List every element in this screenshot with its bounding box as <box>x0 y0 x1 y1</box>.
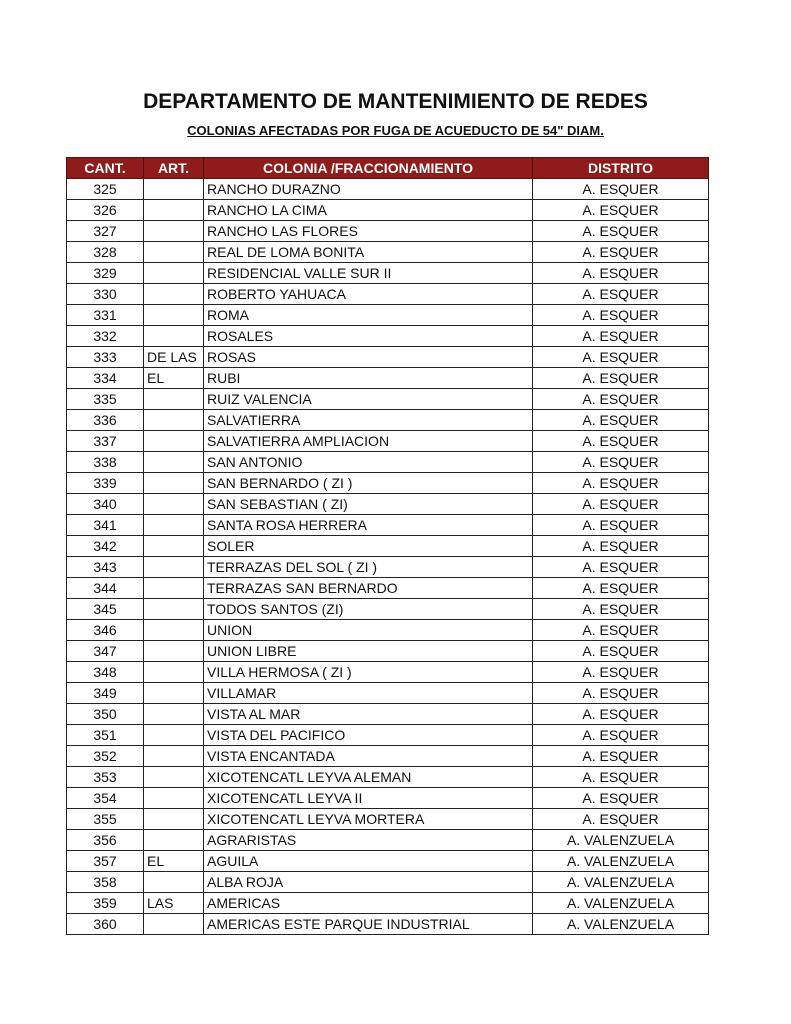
cell-colonia: SANTA ROSA HERRERA <box>204 515 533 536</box>
table-row <box>67 221 709 242</box>
cell-art <box>144 221 204 242</box>
cell-art <box>144 746 204 767</box>
table-row <box>67 263 709 284</box>
cell-colonia: TERRAZAS SAN BERNARDO <box>204 578 533 599</box>
cell-distrito: A. ESQUER <box>533 662 709 683</box>
cell-distrito: A. ESQUER <box>533 641 709 662</box>
cell-colonia: VILLA HERMOSA ( ZI ) <box>204 662 533 683</box>
table-row <box>67 704 709 725</box>
cell-cant: 331 <box>67 305 144 326</box>
cell-colonia: XICOTENCATL LEYVA MORTERA <box>204 809 533 830</box>
cell-colonia: RUBI <box>204 368 533 389</box>
cell-cant: 360 <box>67 914 144 935</box>
column-header-art: ART. <box>144 158 204 179</box>
cell-distrito: A. VALENZUELA <box>533 830 709 851</box>
cell-cant: 330 <box>67 284 144 305</box>
table-row <box>67 347 709 368</box>
cell-art <box>144 872 204 893</box>
cell-colonia: XICOTENCATL LEYVA II <box>204 788 533 809</box>
cell-distrito: A. ESQUER <box>533 221 709 242</box>
cell-distrito: A. ESQUER <box>533 305 709 326</box>
cell-cant: 352 <box>67 746 144 767</box>
cell-cant: 343 <box>67 557 144 578</box>
table-row <box>67 200 709 221</box>
cell-colonia: SAN ANTONIO <box>204 452 533 473</box>
cell-colonia: TERRAZAS DEL SOL ( ZI ) <box>204 557 533 578</box>
table-row <box>67 809 709 830</box>
cell-art <box>144 431 204 452</box>
cell-cant: 339 <box>67 473 144 494</box>
cell-colonia: ALBA ROJA <box>204 872 533 893</box>
cell-art <box>144 389 204 410</box>
cell-colonia: SAN SEBASTIAN ( ZI) <box>204 494 533 515</box>
table-row <box>67 473 709 494</box>
cell-art <box>144 473 204 494</box>
cell-colonia: REAL DE LOMA BONITA <box>204 242 533 263</box>
cell-cant: 351 <box>67 725 144 746</box>
cell-cant: 359 <box>67 893 144 914</box>
cell-cant: 347 <box>67 641 144 662</box>
table-row <box>67 326 709 347</box>
cell-colonia: AGRARISTAS <box>204 830 533 851</box>
cell-cant: 334 <box>67 368 144 389</box>
cell-colonia: AMERICAS ESTE PARQUE INDUSTRIAL <box>204 914 533 935</box>
cell-colonia: RUIZ VALENCIA <box>204 389 533 410</box>
table-row <box>67 368 709 389</box>
cell-colonia: ROSAS <box>204 347 533 368</box>
cell-distrito: A. ESQUER <box>533 746 709 767</box>
cell-distrito: A. ESQUER <box>533 515 709 536</box>
table-row <box>67 431 709 452</box>
table-row <box>67 494 709 515</box>
cell-distrito: A. ESQUER <box>533 473 709 494</box>
table-row <box>67 683 709 704</box>
cell-cant: 346 <box>67 620 144 641</box>
cell-colonia: SOLER <box>204 536 533 557</box>
cell-cant: 353 <box>67 767 144 788</box>
table-row <box>67 746 709 767</box>
cell-cant: 333 <box>67 347 144 368</box>
colonias-table <box>66 157 709 935</box>
cell-art <box>144 914 204 935</box>
cell-distrito: A. ESQUER <box>533 557 709 578</box>
cell-cant: 332 <box>67 326 144 347</box>
cell-distrito: A. VALENZUELA <box>533 872 709 893</box>
cell-colonia: VISTA AL MAR <box>204 704 533 725</box>
table-header-row <box>67 158 709 179</box>
cell-cant: 358 <box>67 872 144 893</box>
cell-cant: 357 <box>67 851 144 872</box>
cell-distrito: A. ESQUER <box>533 599 709 620</box>
cell-colonia: UNION LIBRE <box>204 641 533 662</box>
cell-cant: 344 <box>67 578 144 599</box>
cell-distrito: A. ESQUER <box>533 494 709 515</box>
cell-distrito: A. ESQUER <box>533 725 709 746</box>
cell-distrito: A. ESQUER <box>533 410 709 431</box>
table-row <box>67 179 709 200</box>
cell-cant: 338 <box>67 452 144 473</box>
cell-art <box>144 704 204 725</box>
table-row <box>67 851 709 872</box>
cell-cant: 336 <box>67 410 144 431</box>
cell-colonia: ROBERTO YAHUACA <box>204 284 533 305</box>
cell-art: LAS <box>144 893 204 914</box>
table-row <box>67 452 709 473</box>
cell-cant: 341 <box>67 515 144 536</box>
table-row <box>67 893 709 914</box>
cell-cant: 328 <box>67 242 144 263</box>
cell-distrito: A. ESQUER <box>533 284 709 305</box>
cell-distrito: A. ESQUER <box>533 767 709 788</box>
table-row <box>67 620 709 641</box>
cell-colonia: UNION <box>204 620 533 641</box>
cell-distrito: A. ESQUER <box>533 788 709 809</box>
cell-art <box>144 515 204 536</box>
table-row <box>67 536 709 557</box>
table-row <box>67 767 709 788</box>
cell-art <box>144 641 204 662</box>
cell-distrito: A. ESQUER <box>533 200 709 221</box>
cell-art <box>144 410 204 431</box>
cell-distrito: A. ESQUER <box>533 704 709 725</box>
cell-art <box>144 809 204 830</box>
cell-cant: 342 <box>67 536 144 557</box>
cell-colonia: ROMA <box>204 305 533 326</box>
cell-distrito: A. ESQUER <box>533 242 709 263</box>
page-subtitle: COLONIAS AFECTADAS POR FUGA DE ACUEDUCTO DE 54" DIAM. <box>187 123 604 138</box>
table-row <box>67 242 709 263</box>
table-row <box>67 599 709 620</box>
table-row <box>67 305 709 326</box>
cell-colonia: AMERICAS <box>204 893 533 914</box>
cell-art <box>144 683 204 704</box>
cell-colonia: XICOTENCATL LEYVA ALEMAN <box>204 767 533 788</box>
cell-colonia: RANCHO DURAZNO <box>204 179 533 200</box>
table-row <box>67 662 709 683</box>
table-row <box>67 578 709 599</box>
cell-distrito: A. ESQUER <box>533 179 709 200</box>
cell-distrito: A. ESQUER <box>533 536 709 557</box>
column-header-colonia: COLONIA /FRACCIONAMIENTO <box>204 158 533 179</box>
table-row <box>67 389 709 410</box>
cell-colonia: VISTA ENCANTADA <box>204 746 533 767</box>
cell-cant: 337 <box>67 431 144 452</box>
cell-art <box>144 725 204 746</box>
column-header-distrito: DISTRITO <box>533 158 709 179</box>
table-row <box>67 788 709 809</box>
cell-art: EL <box>144 851 204 872</box>
cell-art <box>144 263 204 284</box>
cell-art <box>144 536 204 557</box>
cell-colonia: TODOS SANTOS (ZI) <box>204 599 533 620</box>
cell-art <box>144 830 204 851</box>
cell-art <box>144 767 204 788</box>
cell-art: EL <box>144 368 204 389</box>
table-body <box>67 179 709 935</box>
cell-colonia: SALVATIERRA AMPLIACION <box>204 431 533 452</box>
table-row <box>67 515 709 536</box>
cell-art <box>144 578 204 599</box>
cell-distrito: A. VALENZUELA <box>533 851 709 872</box>
cell-colonia: VISTA DEL PACIFICO <box>204 725 533 746</box>
cell-distrito: A. ESQUER <box>533 452 709 473</box>
cell-colonia: VILLAMAR <box>204 683 533 704</box>
cell-distrito: A. ESQUER <box>533 809 709 830</box>
table-row <box>67 914 709 935</box>
cell-colonia: RANCHO LAS FLORES <box>204 221 533 242</box>
cell-cant: 327 <box>67 221 144 242</box>
cell-cant: 354 <box>67 788 144 809</box>
cell-art <box>144 326 204 347</box>
cell-cant: 326 <box>67 200 144 221</box>
cell-distrito: A. ESQUER <box>533 620 709 641</box>
cell-cant: 355 <box>67 809 144 830</box>
table-row <box>67 410 709 431</box>
cell-colonia: RESIDENCIAL VALLE SUR II <box>204 263 533 284</box>
cell-cant: 350 <box>67 704 144 725</box>
cell-art <box>144 557 204 578</box>
cell-cant: 345 <box>67 599 144 620</box>
cell-art <box>144 662 204 683</box>
cell-art <box>144 179 204 200</box>
cell-distrito: A. ESQUER <box>533 431 709 452</box>
table-row <box>67 557 709 578</box>
cell-art: DE LAS <box>144 347 204 368</box>
cell-distrito: A. ESQUER <box>533 326 709 347</box>
cell-art <box>144 599 204 620</box>
cell-distrito: A. ESQUER <box>533 368 709 389</box>
cell-distrito: A. ESQUER <box>533 347 709 368</box>
table-row <box>67 641 709 662</box>
cell-cant: 329 <box>67 263 144 284</box>
cell-art <box>144 788 204 809</box>
cell-distrito: A. ESQUER <box>533 578 709 599</box>
cell-cant: 340 <box>67 494 144 515</box>
cell-cant: 356 <box>67 830 144 851</box>
cell-art <box>144 305 204 326</box>
cell-colonia: SALVATIERRA <box>204 410 533 431</box>
cell-colonia: RANCHO LA CIMA <box>204 200 533 221</box>
table-row <box>67 725 709 746</box>
cell-art <box>144 452 204 473</box>
table-row <box>67 284 709 305</box>
cell-distrito: A. ESQUER <box>533 683 709 704</box>
column-header-cant: CANT. <box>67 158 144 179</box>
cell-colonia: AGUILA <box>204 851 533 872</box>
cell-cant: 335 <box>67 389 144 410</box>
cell-cant: 349 <box>67 683 144 704</box>
cell-distrito: A. ESQUER <box>533 389 709 410</box>
table-row <box>67 830 709 851</box>
cell-art <box>144 242 204 263</box>
cell-art <box>144 200 204 221</box>
table-row <box>67 872 709 893</box>
cell-colonia: ROSALES <box>204 326 533 347</box>
cell-art <box>144 620 204 641</box>
cell-cant: 325 <box>67 179 144 200</box>
cell-art <box>144 284 204 305</box>
cell-colonia: SAN BERNARDO ( ZI ) <box>204 473 533 494</box>
cell-distrito: A. ESQUER <box>533 263 709 284</box>
cell-distrito: A. VALENZUELA <box>533 914 709 935</box>
page-title: DEPARTAMENTO DE MANTENIMIENTO DE REDES <box>143 90 648 113</box>
cell-art <box>144 494 204 515</box>
cell-distrito: A. VALENZUELA <box>533 893 709 914</box>
cell-cant: 348 <box>67 662 144 683</box>
